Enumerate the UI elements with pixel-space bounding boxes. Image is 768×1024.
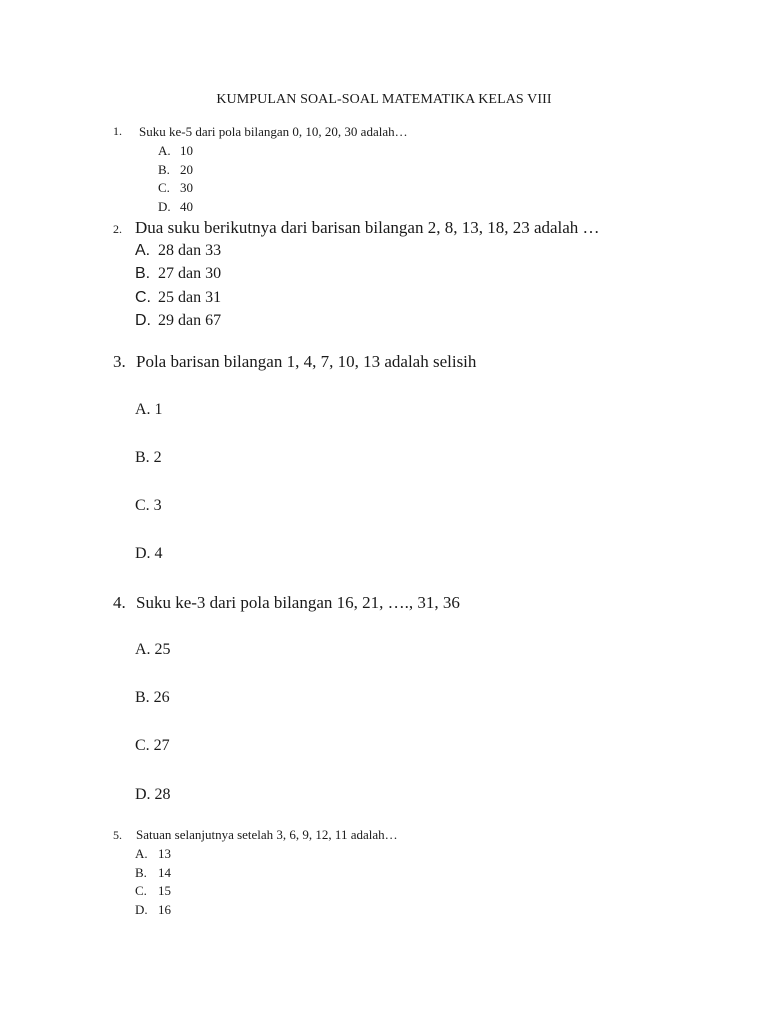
option-a [135, 846, 171, 862]
question-text: Pola barisan bilangan 1, 4, 7, 10, 13 adalah selisih [136, 352, 477, 371]
option-d: D. 4 [135, 545, 163, 562]
question-number: 1. [113, 124, 122, 138]
question-number: 5. [113, 828, 122, 842]
question-number: 4. [113, 593, 126, 612]
option-letter: D. [158, 199, 171, 214]
option-letter: D. [135, 902, 148, 917]
option-text: 40 [180, 199, 193, 214]
question-text: Satuan selanjutnya setelah 3, 6, 9, 12, 11 adalah… [136, 827, 398, 842]
option-text: 15 [158, 883, 171, 898]
option-text: 25 dan 31 [158, 289, 222, 306]
option-d [135, 312, 221, 330]
option-b [158, 162, 193, 178]
page-title: KUMPULAN SOAL-SOAL MATEMATIKA KELAS VIII [216, 92, 552, 107]
option-letter: B. [135, 865, 147, 880]
option-d [158, 199, 193, 215]
option-letter: B. [158, 162, 170, 177]
option-letter: D. [135, 312, 151, 329]
option-text: 30 [180, 180, 193, 195]
option-c: C. 27 [135, 737, 170, 754]
option-text: 10 [180, 143, 193, 158]
question-text: Dua suku berikutnya dari barisan bilangan 2, 8, 13, 18, 23 adalah … [135, 218, 600, 237]
option-b: B. 26 [135, 689, 170, 706]
option-text: 13 [158, 846, 171, 861]
option-letter: C. [135, 883, 147, 898]
option-letter: B. [135, 265, 151, 282]
option-a: A. 25 [135, 641, 171, 658]
option-c [135, 289, 221, 307]
option-text: 20 [180, 162, 193, 177]
option-a: A. 1 [135, 401, 163, 418]
option-text: 16 [158, 902, 171, 917]
option-a [158, 143, 193, 159]
option-letter: A. [135, 242, 151, 259]
option-letter: A. [135, 846, 148, 861]
option-letter: C. [158, 180, 170, 195]
option-text: 14 [158, 865, 171, 880]
question-text: Suku ke-3 dari pola bilangan 16, 21, …., 31, 36 [136, 593, 460, 612]
option-d: D. 28 [135, 786, 171, 803]
option-c [135, 883, 171, 899]
option-c: C. 3 [135, 497, 162, 514]
option-c [158, 180, 193, 196]
option-text: 27 dan 30 [158, 265, 222, 282]
option-a [135, 242, 221, 260]
question-number: 3. [113, 352, 126, 371]
question-text: Suku ke-5 dari pola bilangan 0, 10, 20, 30 adalah… [139, 124, 408, 139]
option-b [135, 865, 171, 881]
option-d [135, 902, 171, 918]
question-number: 2. [113, 222, 122, 236]
option-b [135, 265, 221, 283]
option-b: B. 2 [135, 449, 162, 466]
option-text: 29 dan 67 [158, 312, 222, 329]
option-letter: C. [135, 289, 151, 306]
option-text: 28 dan 33 [158, 242, 222, 259]
option-letter: A. [158, 143, 171, 158]
